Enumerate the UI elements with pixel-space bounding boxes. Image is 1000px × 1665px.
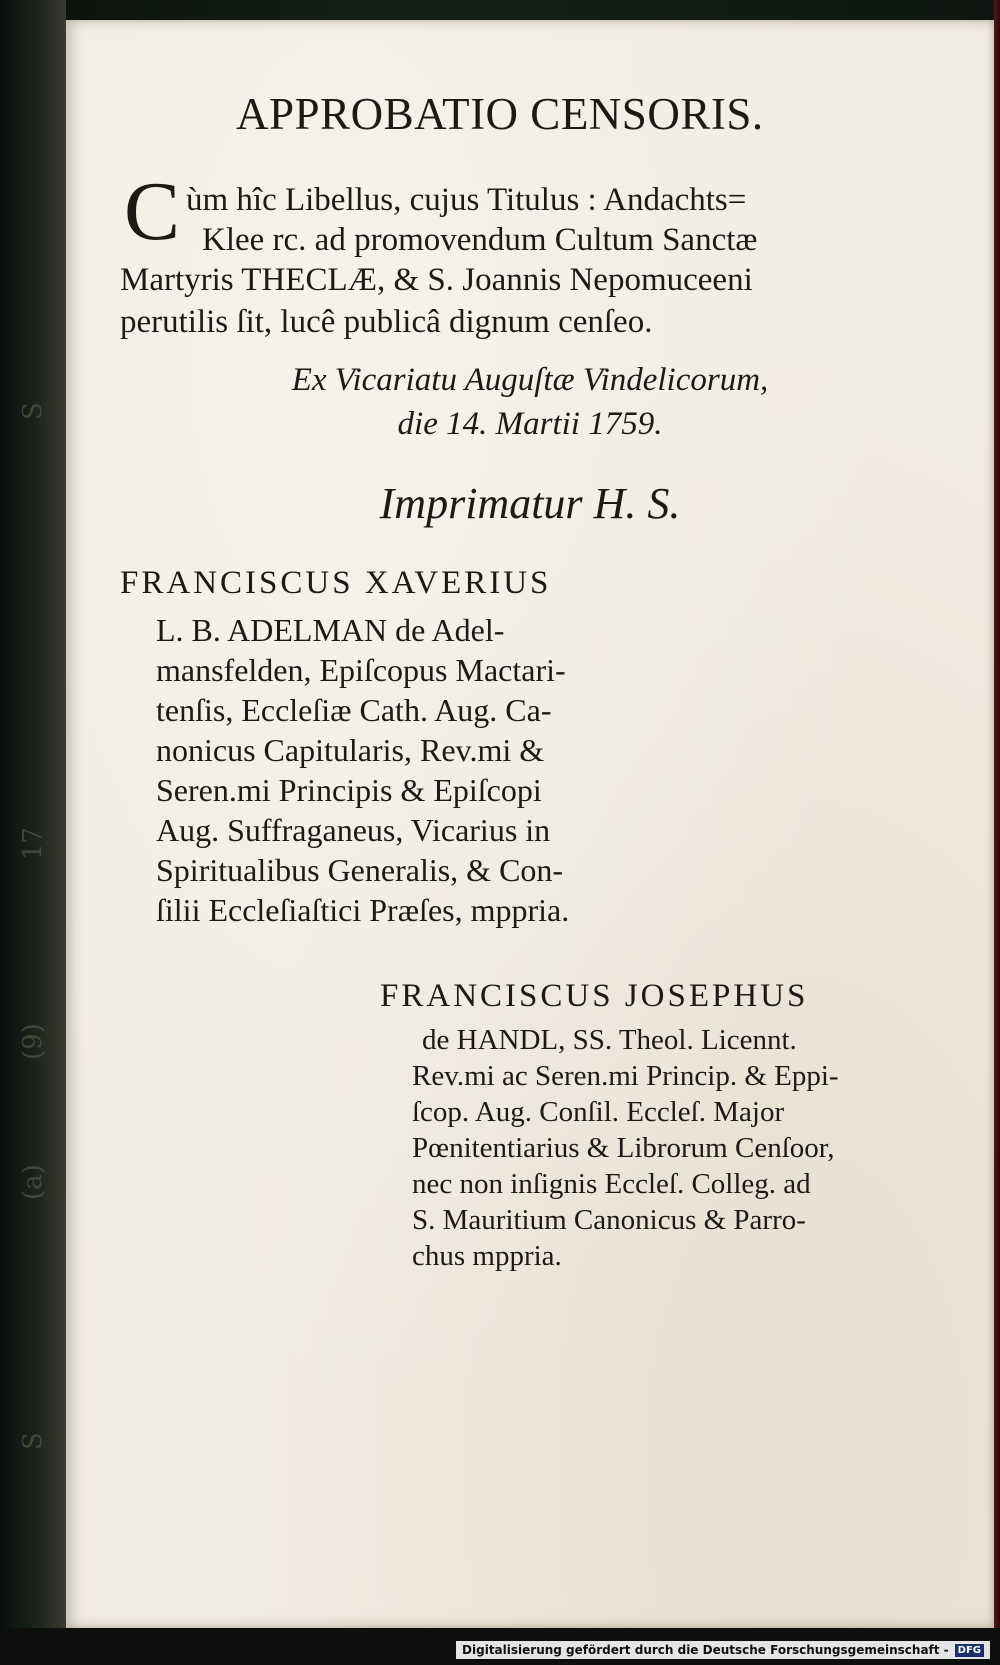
paragraph-line: ùm hîc Libellus, cujus Titulus : Andachts= [186,182,747,218]
signatory-2-name: FRANCISCUS JOSEPHUS [380,978,809,1014]
margin-ghost-text: S [18,1432,48,1450]
signatory-1-line: Spiritualibus Generalis, & Con- [156,852,564,888]
margin-ghost-text: (a) [18,1164,48,1200]
paragraph-line: perutilis ſit, lucê publicâ dignum cenſeo. [120,304,653,340]
document-page [66,20,994,1628]
signatory-1-line: mansfelden, Epiſcopus Mactari- [156,652,566,688]
page-title: APPROBATIO CENSORIS. [236,89,764,139]
credit-text: Digitalisierung gefördert durch die Deutsche Forschungsgemeinschaft - [462,1643,949,1657]
signatory-1-line: nonicus Capitularis, Rev.mi & [156,732,545,768]
signatory-1-line: tenſis, Eccleſiæ Cath. Aug. Ca- [156,692,552,728]
imprimatur-heading: Imprimatur H. S. [379,479,681,528]
signatory-2-line: ſcop. Aug. Conſil. Eccleſ. Major [412,1096,785,1128]
signatory-1-line: Seren.mi Principis & Epiſcopi [156,772,542,808]
signatory-2-line: nec non inſignis Eccleſ. Colleg. ad [412,1168,811,1200]
signatory-2-line: de HANDL, SS. Theol. Licennt. [422,1024,797,1056]
drop-cap: C [124,165,181,258]
page-edge-right [994,0,1000,1650]
signatory-2-line: Pœnitentiarius & Librorum Cenſoor, [412,1132,835,1164]
signatory-1-name: FRANCISCUS XAVERIUS [120,565,552,601]
margin-ghost-text: S [18,402,48,420]
signatory-1-line: ſilii Eccleſiaſtici Præſes, mppria. [156,892,570,928]
margin-ghost-text: (9) [18,1023,48,1060]
book-binding-edge [0,0,66,1650]
signatory-1-line: L. B. ADELMAN de Adel- [156,612,505,648]
signatory-2-line: chus mppria. [412,1240,562,1272]
signatory-2-line: S. Mauritium Canonicus & Parro- [412,1204,806,1236]
digitization-credit [456,1641,990,1659]
place-date-line: Ex Vicariatu Auguſtæ Vindelicorum, [291,362,769,398]
place-date-line: die 14. Martii 1759. [397,406,663,442]
margin-ghost-text: 17 [18,826,48,860]
dfg-logo-icon: DFG [955,1644,984,1657]
signatory-1-line: Aug. Suffraganeus, Vicarius in [156,812,551,848]
signatory-2-line: Rev.mi ac Seren.mi Princip. & Eppi- [412,1060,839,1092]
paragraph-line: Martyris THECLÆ, & S. Joannis Nepomuceeni [120,262,753,298]
paragraph-line: Klee rc. ad promovendum Cultum Sanctæ [202,222,758,258]
